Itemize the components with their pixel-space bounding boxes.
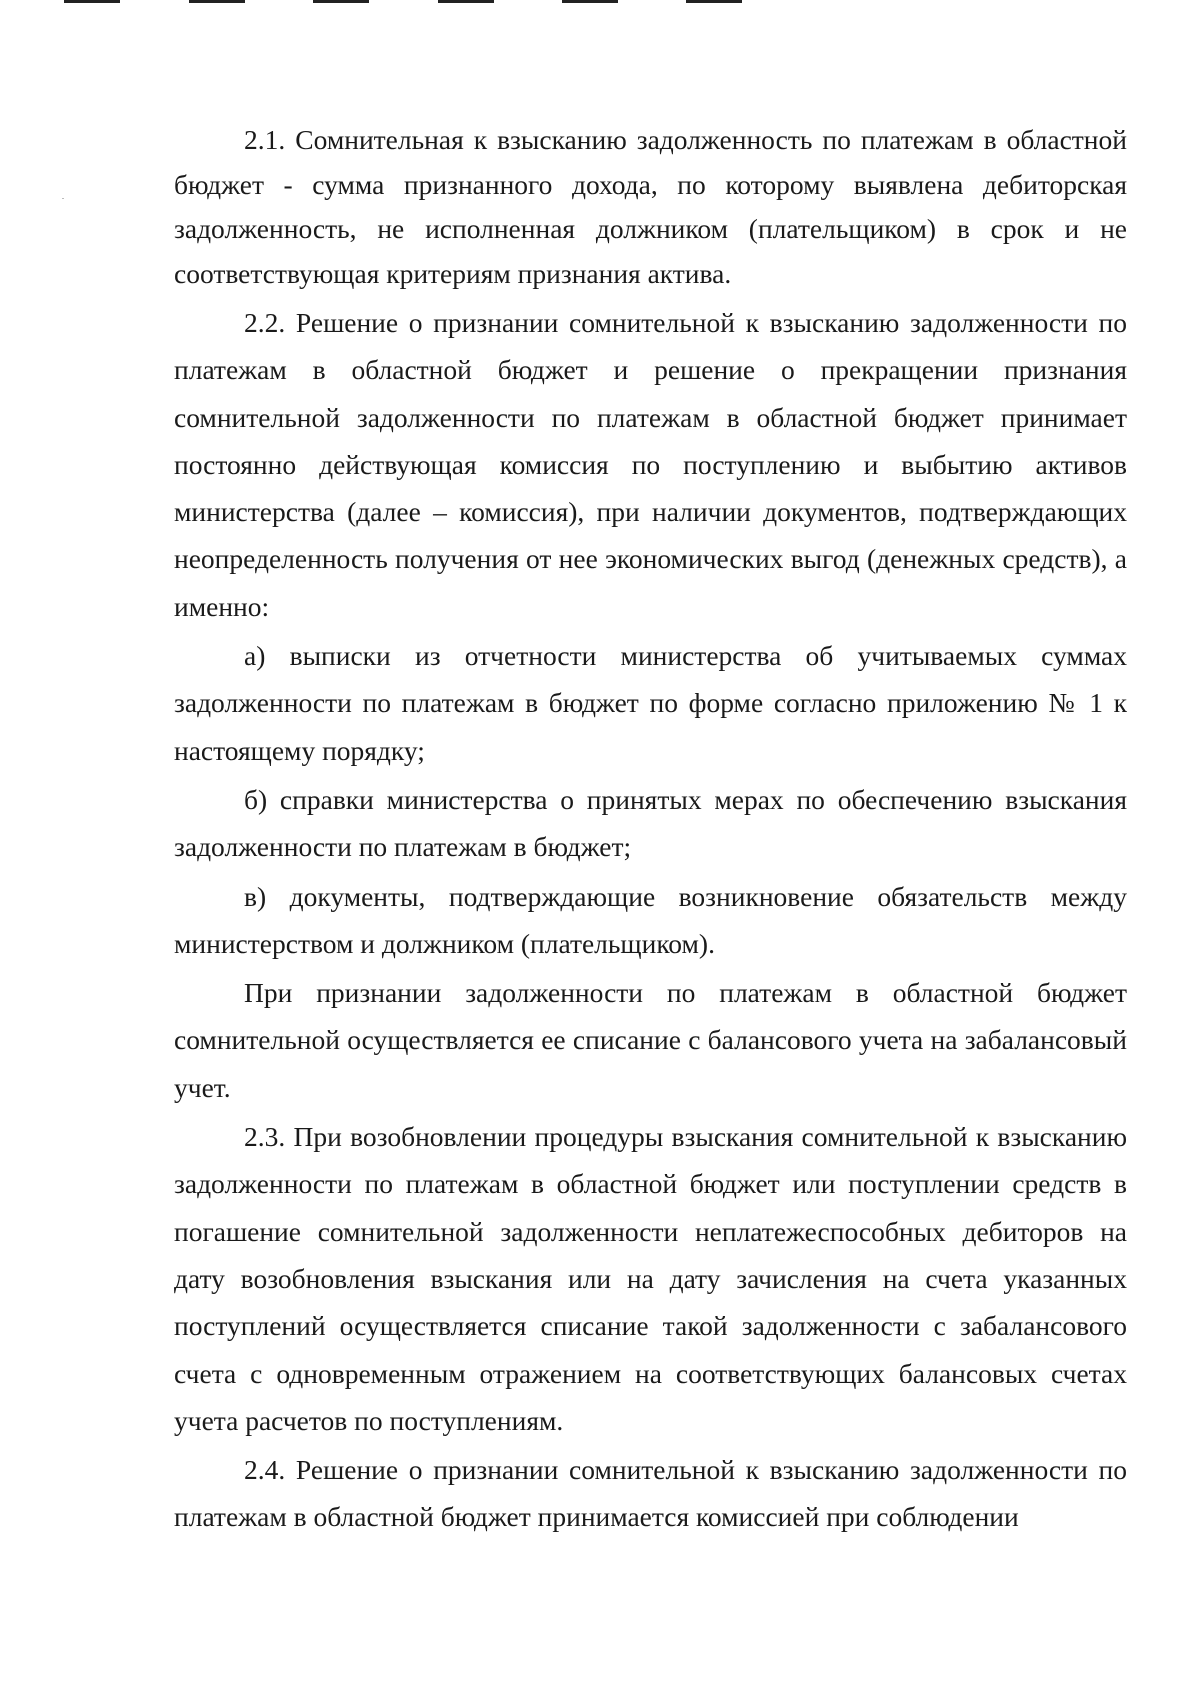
paragraph-2-3: 2.3. При возобновлении процедуры взыскания сомнительной к взысканию задолженности по платежам в областной бюджет или поступлении средств в погашение сомнительной задолженности неплатежеспособных дебиторов на дату возобновления взыскания или на дату зачисления на счета указанных поступлений осуществляется списание такой задолженности с забалансового счета с одновременным отражением на соответствующих балансовых счетах учета расчетов по поступлениям. [174, 1121, 1127, 1436]
list-item-v: в) документы, подтверждающие возникновение обязательств между министерством и должником (плательщиком). [174, 880, 1127, 959]
top-mark-3 [313, 0, 369, 3]
paragraph-2-1: 2.1. Сомнительная к взысканию задолженность по платежам в областной бюджет - сумма признанного дохода, по которому выявлена дебиторская задолженность, не исполненная должником (плательщиком) в срок и не соответствующая критериям признания актива. [174, 124, 1127, 289]
top-mark-1 [64, 0, 120, 3]
top-mark-5 [562, 0, 618, 3]
list-item-a: а) выписки из отчетности министерства об учитываемых суммах задолженности по платежам в бюджет по форме согласно приложению № 1 к настоящему порядку; [174, 640, 1127, 766]
paragraph-2-2: 2.2. Решение о признании сомнительной к взысканию задолженности по платежам в областной бюджет и решение о прекращении признания сомнительной задолженности по платежам в областной бюджет принимает постоянно действующая комиссия по поступлению и выбытию активов министерства (далее – комиссия), при наличии документов, подтверждающих неопределенность получения от нее экономических выгод (денежных средств), а именно: [174, 307, 1127, 622]
top-mark-6 [686, 0, 742, 3]
document-page [174, 118, 1127, 1543]
paragraph-write-off: При признании задолженности по платежам в областной бюджет сомнительной осуществляется ее списание с балансового учета на забалансовый учет. [174, 977, 1127, 1103]
top-mark-4 [438, 0, 494, 3]
scan-speck [62, 198, 64, 199]
list-item-b: б) справки министерства о принятых мерах по обеспечению взыскания задолженности по платежам в бюджет; [174, 783, 1127, 863]
top-mark-2 [189, 0, 245, 3]
paragraph-2-4: 2.4. Решение о признании сомнительной к взысканию задолженности по платежам в областной бюджет принимается комиссией при соблюдении [174, 1454, 1127, 1533]
